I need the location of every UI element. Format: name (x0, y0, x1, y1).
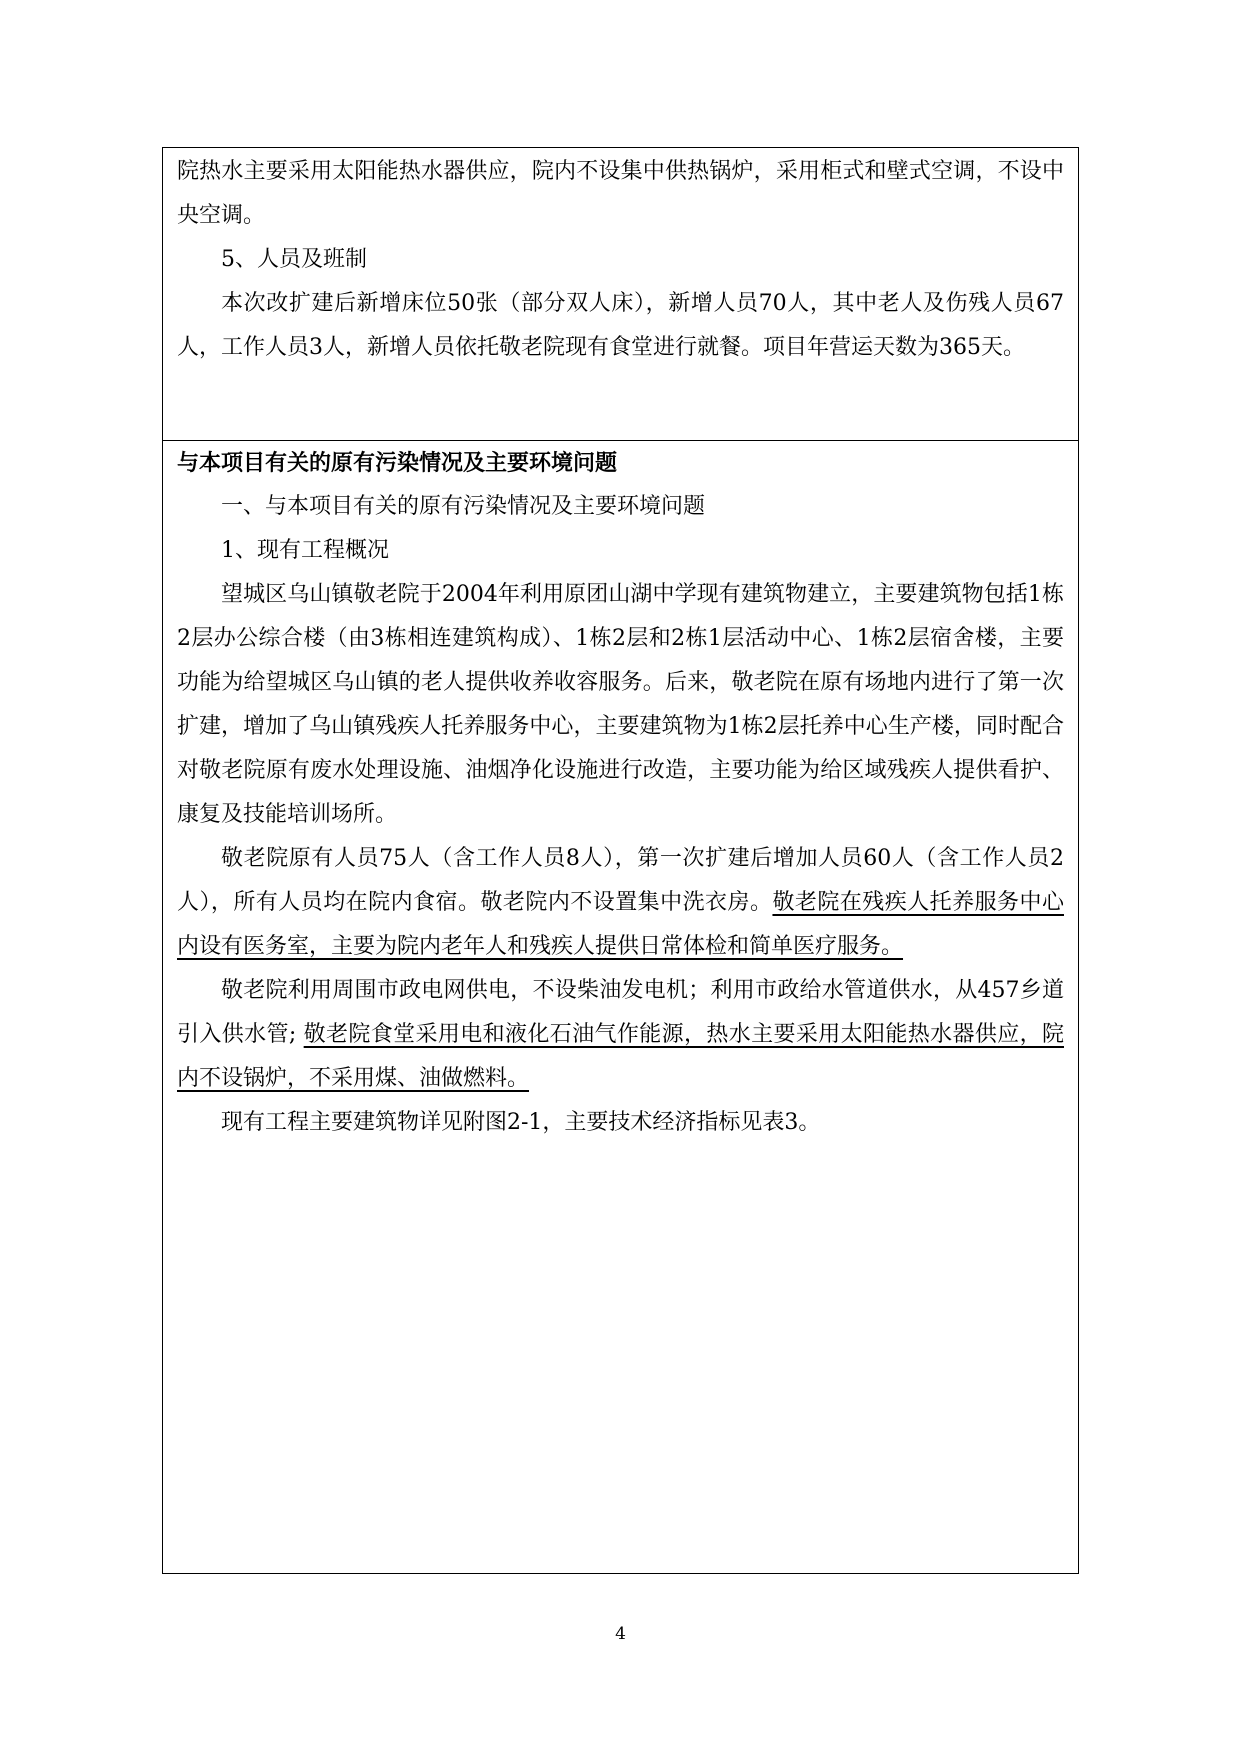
utilities-text: 敬老院利用周围市政电网供电，不设柴油发电机；利用市政给水管道供水，从457乡道引入供水管; (177, 978, 1064, 1047)
section-heading: 与本项目有关的原有污染情况及主要环境问题 (177, 450, 618, 476)
paragraph-utilities (177, 969, 1064, 1101)
subheading-existing-project: 1、现有工程概况 (221, 538, 389, 563)
paragraph-existing-buildings: 望城区乌山镇敬老院于2004年利用原团山湖中学现有建筑物建立，主要建筑物包括1栋2层办公综合楼（由3栋相连建筑构成）、1栋2层和2栋1层活动中心、1栋2层宿舍楼，主要功能为给望城区乌山镇的老人提供收养收容服务。后来，敬老院在原有场地内进行了第一次扩建，增加了乌山镇残疾人托养服务中心，主要建筑物为1栋2层托养中心生产楼，同时配合对敬老院原有废水处理设施、油烟净化设施进行改造，主要功能为给区域残疾人提供看护、康复及技能培训场所。 (177, 582, 1064, 827)
personnel-text: 敬老院原有人员75人（含工作人员8人），第一次扩建后增加人员60人（含工作人员2人），所有人员均在院内食宿。敬老院内不设置集中洗衣房。 (177, 846, 1064, 915)
document-table (162, 147, 1079, 1574)
heading-staffing: 5、人员及班制 (221, 247, 367, 272)
paragraph-staffing: 本次改扩建后新增床位50张（部分双人床），新增人员70人，其中老人及伤残人员67人，工作人员3人，新增人员依托敬老院现有食堂进行就餐。项目年营运天数为365天。 (177, 291, 1064, 360)
page-number: 4 (615, 1624, 626, 1644)
paragraph-personnel (177, 837, 1064, 969)
section-existing-pollution (177, 441, 1064, 1145)
paragraph-hot-water: 院热水主要采用太阳能热水器供应，院内不设集中供热锅炉，采用柜式和壁式空调，不设中央空调。 (177, 159, 1064, 228)
paragraph-figure-reference: 现有工程主要建筑物详见附图2-1，主要技术经济指标见表3。 (221, 1110, 821, 1135)
subheading-existing-pollution: 一、与本项目有关的原有污染情况及主要环境问题 (221, 494, 706, 519)
section-project-details (177, 150, 1064, 370)
medical-room-underlined: 敬老院在残疾人托养服务中心内设有医务室，主要为院内老年人和残疾人提供日常体检和简单医疗服务。 (177, 890, 1064, 959)
energy-underlined: 敬老院食堂采用电和液化石油气作能源，热水主要采用太阳能热水器供应，院内不设锅炉，不采用煤、油做燃料。 (177, 1022, 1064, 1091)
